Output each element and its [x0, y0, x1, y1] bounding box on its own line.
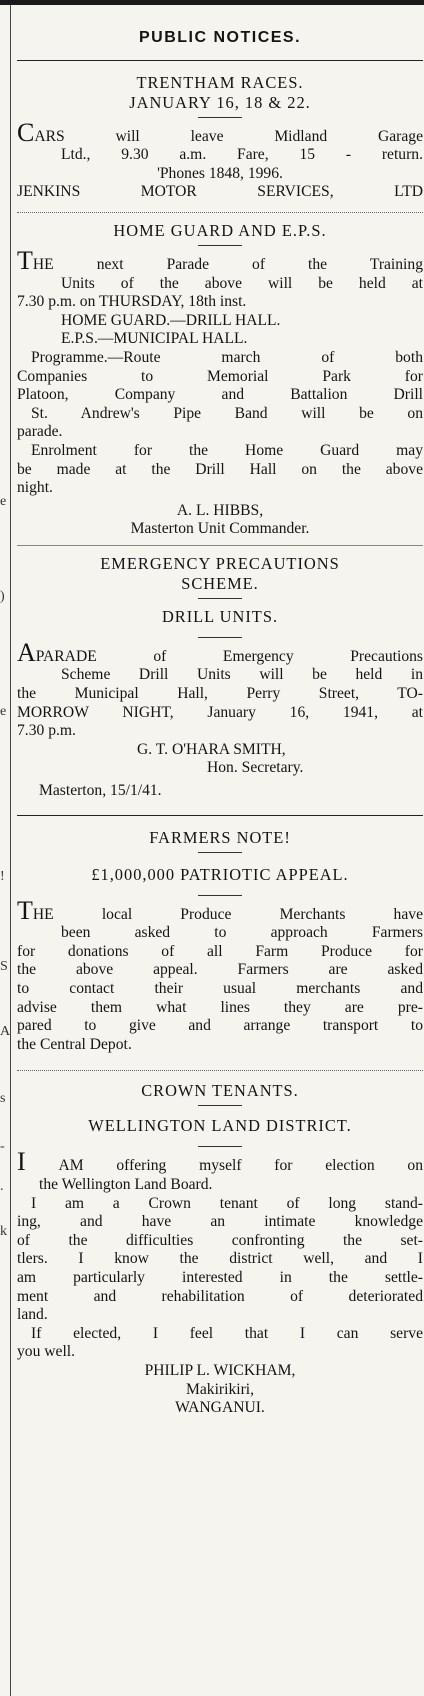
short-rule [198, 245, 242, 246]
short-rule [198, 1105, 242, 1106]
body-line: 'Phones 1848, 1996. [157, 164, 283, 182]
short-rule [198, 1146, 242, 1147]
body-line: parade. [17, 423, 63, 441]
body-line: Ltd., 9.30 a.m. Fare, 15 - return. [61, 146, 423, 164]
drop-cap: T [17, 245, 33, 275]
drop-cap: T [17, 895, 33, 925]
short-rule [198, 117, 242, 118]
divider [17, 1070, 423, 1071]
body-line: am particularly interested in the settle- [17, 1268, 423, 1286]
body-line: I AM offering myself for election on [17, 1147, 423, 1177]
notices-column [17, 12, 423, 1418]
body-line: night. [17, 479, 53, 497]
body-line: the Central Depot. [17, 1035, 132, 1053]
body-line: I am a Crown tenant of long stand- [31, 1194, 423, 1212]
drop-cap: A [17, 637, 36, 667]
signature-title: Masterton Unit Commander. [130, 520, 310, 538]
notice-dates: JANUARY 16, 18 & 22. [129, 92, 311, 112]
body-line: of the difficulties confronting the set- [17, 1231, 423, 1249]
gutter-fragment: ! [0, 869, 5, 884]
notice-home-guard [17, 221, 423, 539]
body-line: Platoon, Company and Battalion Drill [17, 386, 423, 404]
body-line: land. [17, 1306, 48, 1324]
body-line: Enrolment for the Home Guard may [31, 441, 423, 459]
body-line: for donations of all Farm Produce for [17, 942, 423, 960]
body-line: Companies to Memorial Park for [17, 367, 423, 385]
gutter-fragment: k [0, 1224, 7, 1239]
body-line: been asked to approach Farmers [61, 924, 423, 942]
notice-subtitle: WELLINGTON LAND DISTRICT. [88, 1116, 352, 1136]
drop-cap: I [17, 1147, 26, 1177]
body-line: MORROW NIGHT, January 16, 1941, at [17, 703, 423, 721]
body-line: THE local Produce Merchants have [17, 895, 423, 925]
body-line: 7.30 p.m. [17, 722, 76, 740]
body-line: to contact their usual merchants and [17, 980, 423, 997]
notice-farmers [17, 828, 423, 1055]
top-border [0, 0, 424, 5]
body-line: If elected, I feel that I can serve [31, 1324, 423, 1342]
body-line: tlers. I know the district well, and I [17, 1250, 423, 1268]
notice-subtitle: £1,000,000 PATRIOTIC APPEAL. [91, 864, 349, 884]
short-rule [198, 895, 242, 896]
notice-crown-tenants [17, 1081, 423, 1417]
signature-name: G. T. O'HARA SMITH, [137, 740, 286, 758]
gutter-fragment: s [0, 1091, 6, 1106]
body-line: CARS will leave Midland Garage [17, 117, 423, 147]
notice-subtitle: DRILL UNITS. [161, 606, 279, 626]
divider [17, 815, 423, 816]
body-line: ment and rehabilitation of deteriorated [17, 1287, 423, 1305]
body-line: 7.30 p.m. on THURSDAY, 18th inst. [17, 293, 247, 311]
divider [17, 212, 423, 213]
body-line: pared to give and arrange transport to [17, 1017, 423, 1035]
body-line: Programme.—Route march of both [31, 348, 423, 366]
short-rule [198, 637, 242, 638]
body-line: E.P.S.—MUNICIPAL HALL. [61, 330, 248, 348]
notice-trentham-races [17, 63, 423, 202]
gutter-fragment: A [0, 1024, 11, 1039]
body-line: Scheme Drill Units will be held in [61, 666, 423, 684]
body-line: you well. [17, 1343, 76, 1361]
notice-emergency-precautions [17, 554, 423, 801]
notice-title: TRENTHAM RACES. [136, 72, 304, 92]
gutter-fragment: S [0, 959, 8, 974]
gutter-fragment: - [0, 1139, 5, 1154]
gutter-fragment: ) [0, 589, 5, 604]
notice-title: HOME GUARD AND E.P.S. [113, 220, 327, 240]
gutter-fragment: . [0, 1179, 4, 1194]
body-line: Units of the above will be held at [61, 274, 423, 292]
notice-title: CROWN TENANTS. [141, 1081, 299, 1101]
signature-place: Masterton, 15/1/41. [39, 782, 162, 800]
body-line: advise them what lines they are pre- [17, 998, 423, 1016]
short-rule [198, 852, 242, 853]
body-line: be made at the Drill Hall on the above [17, 460, 423, 478]
signature-name: PHILIP L. WICKHAM, [144, 1361, 296, 1379]
divider [17, 60, 423, 61]
body-line: St. Andrew's Pipe Band will be on [31, 404, 423, 422]
notice-title: EMERGENCY PRECAUTIONS [100, 553, 340, 573]
body-line: JENKINS MOTOR SERVICES, LTD [17, 183, 423, 201]
signature-place: Makirikiri, [186, 1380, 254, 1398]
gutter-fragment: e [0, 494, 7, 509]
body-line: THE next Parade of the Training [17, 245, 423, 275]
drop-cap: C [17, 117, 35, 147]
signature-name: A. L. HIBBS, [176, 501, 264, 519]
signature-place: WANGANUI. [175, 1399, 265, 1417]
body-line: ing, and have an intimate knowledge [17, 1213, 423, 1231]
body-line: the Municipal Hall, Perry Street, TO- [17, 685, 423, 703]
column-rule [10, 5, 11, 1696]
page-title: PUBLIC NOTICES. [138, 29, 302, 46]
body-line: the above appeal. Farmers are asked [17, 961, 423, 979]
gutter-fragment: e [0, 704, 7, 719]
divider [17, 545, 423, 546]
short-rule [198, 598, 242, 599]
notice-title: FARMERS NOTE! [149, 827, 291, 847]
body-line: APARADE of Emergency Precautions [17, 637, 423, 667]
body-line: the Wellington Land Board. [39, 1175, 213, 1193]
body-line: HOME GUARD.—DRILL HALL. [61, 311, 281, 329]
signature-title: Hon. Secretary. [207, 759, 304, 777]
notice-title: SCHEME. [181, 573, 259, 593]
